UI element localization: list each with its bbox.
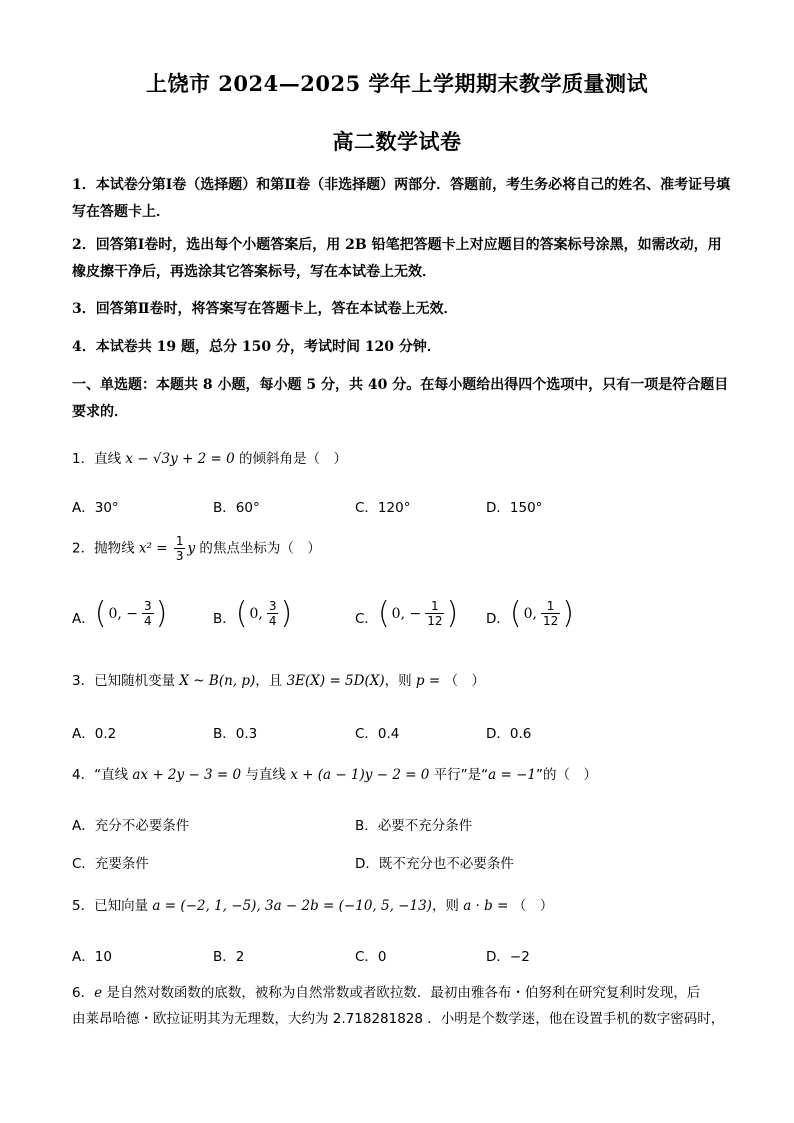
option-b: B． ( 0, $\frac{3}{4}$ )	[213, 596, 293, 631]
option-c: C．120°	[355, 500, 411, 516]
option-d: D． ( 0, $\frac{1}{12}$ )	[486, 596, 574, 631]
question-2-options	[72, 596, 732, 636]
section-heading-single-choice: 一、单选题：本题共 8 小题，每小题 5 分，共 40 分。在每小题给出得四个选项中，只有一项是符合题目要求的．	[72, 377, 729, 420]
question-6	[72, 980, 732, 1032]
question-4-options-row-1	[72, 814, 732, 842]
option-a: A．10	[72, 949, 112, 965]
option-b: B．0.3	[213, 726, 258, 742]
option-b: B．2	[213, 949, 245, 965]
option-a: A．30°	[72, 500, 119, 516]
question-3-options	[72, 722, 732, 750]
option-c: C．0.4	[355, 726, 400, 742]
question-5: 5．已知向量 a = (−2, 1, −5), 3a − 2b = (−10, 5, −13)，则 a · b = （ ）	[72, 898, 554, 914]
instruction-2: 2．回答第Ⅰ卷时，选出每个小题答案后，用 2B 铅笔把答题卡上对应题目的答案标号涂黑，如需改动，用橡皮擦干净后，再选涂其它答案标号，写在本试卷上无效．	[72, 237, 722, 280]
option-b: B．60°	[213, 500, 260, 516]
question-2: 2．抛物线 x² = $\frac{1}{3}$ y 的焦点坐标为（ ）	[72, 534, 321, 563]
question-4-options-row-2	[72, 852, 732, 880]
question-5-options	[72, 945, 732, 973]
instruction-3: 3．回答第Ⅱ卷时，将答案写在答题卡上，答在本试卷上无效．	[72, 301, 458, 317]
option-d: D．既不充分也不必要条件	[355, 856, 514, 872]
option-b: B．必要不充分条件	[355, 818, 473, 834]
exam-subtitle: 高二数学试卷	[332, 129, 462, 154]
instruction-1: 1．本试卷分第Ⅰ卷（选择题）和第Ⅱ卷（非选择题）两部分．答题前，考生务必将自己的姓名、准考证号填写在答题卡上．	[72, 177, 731, 220]
question-1-options	[72, 496, 732, 524]
fraction: $\frac{1}{3}$	[175, 534, 184, 563]
question-4: 4．“直线 ax + 2y − 3 = 0 与直线 x + (a − 1)y − 2 = 0 平行”是“a = −1”的（ ）	[72, 767, 598, 783]
option-a: A．充分不必要条件	[72, 818, 190, 834]
question-3: 3．已知随机变量 X ~ B(n, p)，且 3E(X) = 5D(X)，则 p = （ ）	[72, 673, 485, 689]
option-d: D．150°	[486, 500, 543, 516]
option-c: C．0	[355, 949, 387, 965]
option-a: A．0.2	[72, 726, 117, 742]
question-1-expression: x − √3y + 2 = 0	[125, 451, 235, 467]
option-c: C． ( 0, − $\frac{1}{12}$ )	[355, 596, 459, 631]
question-1: 1．直线 x − √3y + 2 = 0 的倾斜角是（ ）	[72, 451, 347, 467]
instruction-4: 4．本试卷共 19 题，总分 150 分，考试时间 120 分钟．	[72, 339, 441, 355]
question-6-line-1: 6．e 是自然对数函数的底数，被称为自然常数或者欧拉数．最初由雅各布・伯努利在研究复利时发现，后	[72, 985, 701, 1001]
exam-title: 上饶市 2024—2025 学年上学期期末教学质量测试	[145, 71, 648, 96]
option-d: D．0.6	[486, 726, 532, 742]
option-d: D．−2	[486, 949, 530, 965]
option-c: C．充要条件	[72, 856, 149, 872]
question-6-line-2: 由莱昂哈德・欧拉证明其为无理数，大约为 2.718281828 ．小明是个数学迷，他在设置手机的数字密码时，	[72, 1011, 725, 1027]
option-a: A． ( 0, − $\frac{3}{4}$ )	[72, 596, 168, 631]
